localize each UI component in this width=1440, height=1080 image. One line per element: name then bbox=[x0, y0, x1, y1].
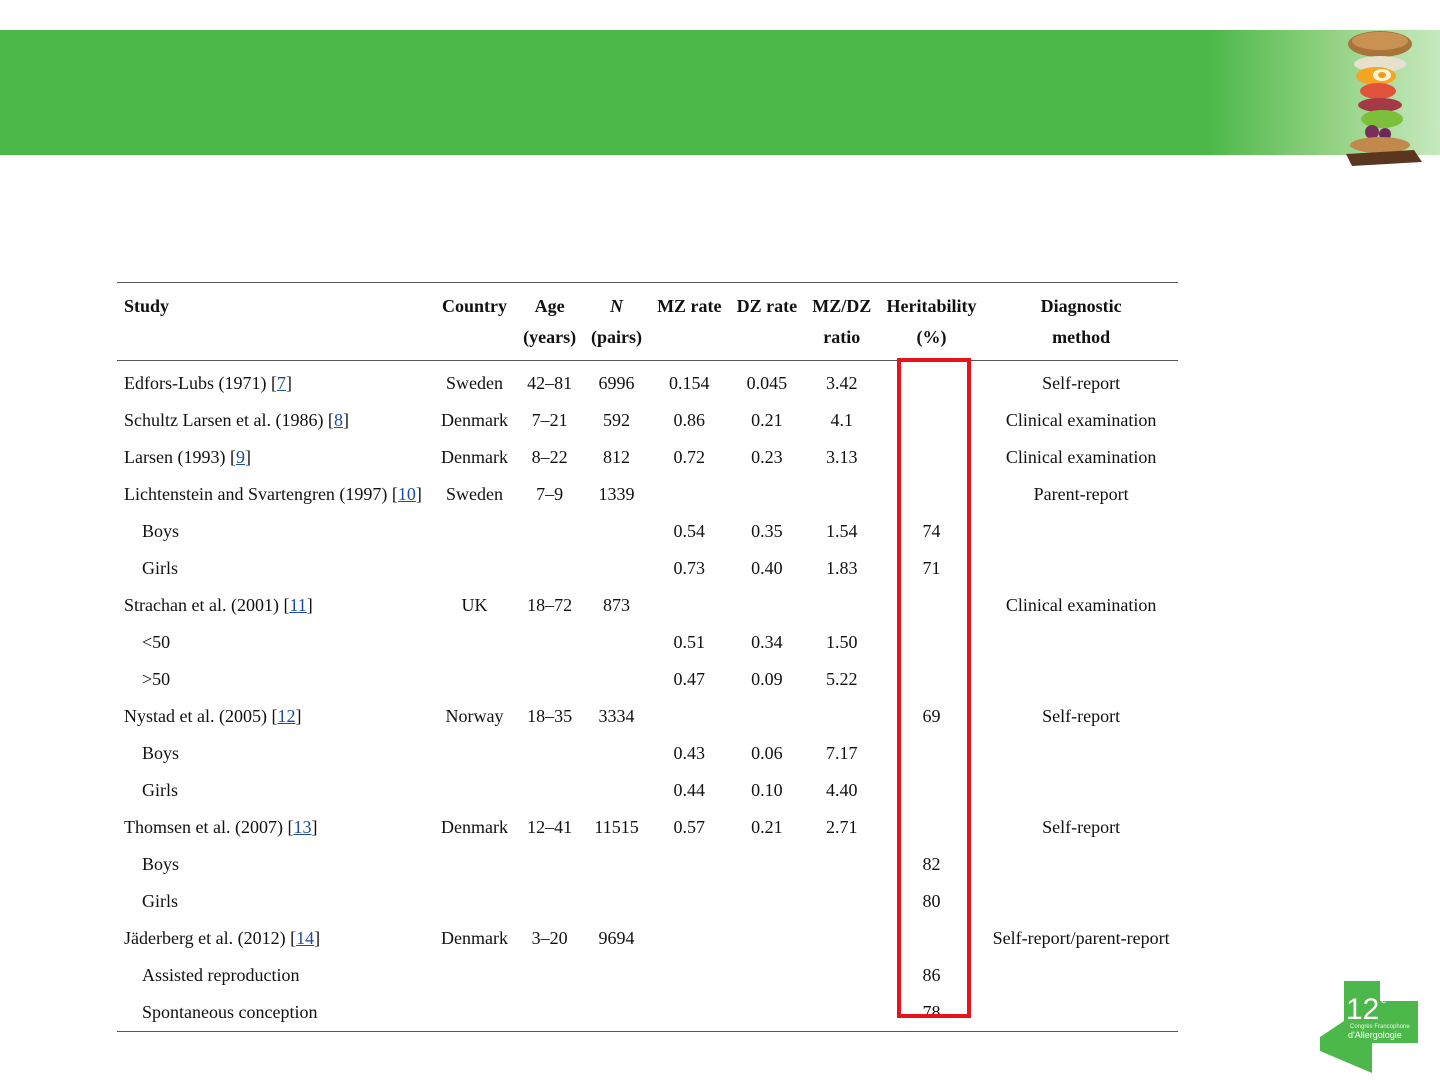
reference-link[interactable]: 7 bbox=[276, 372, 286, 393]
cell-country bbox=[433, 661, 515, 698]
sandwich-illustration-icon bbox=[1332, 28, 1428, 168]
reference-link[interactable]: 12 bbox=[277, 706, 296, 726]
cell-mz-dz-ratio: 5.22 bbox=[825, 669, 858, 689]
cell-mz-dz-ratio bbox=[805, 883, 879, 920]
cell-age bbox=[516, 957, 584, 994]
cell-n-pairs bbox=[584, 661, 650, 698]
cell-mz-rate: 0.43 bbox=[673, 743, 706, 763]
cell-mz-dz-ratio: 1.50 bbox=[825, 632, 858, 652]
cell-heritability: 69 bbox=[922, 706, 941, 726]
cell-country bbox=[433, 846, 515, 883]
cell-mz-dz-ratio: 2.71 bbox=[825, 817, 858, 837]
cell-age bbox=[516, 772, 584, 809]
cell-study bbox=[117, 772, 433, 809]
study-name: Girls bbox=[142, 558, 178, 578]
cell-study bbox=[117, 361, 433, 403]
cell-study bbox=[117, 513, 433, 550]
cell-country bbox=[433, 624, 515, 661]
cell-n-pairs bbox=[584, 846, 650, 883]
cell-mz-dz-ratio: 4.40 bbox=[825, 780, 858, 800]
svg-text:d'Allergologie: d'Allergologie bbox=[1348, 1030, 1402, 1040]
cell-diagnostic-method bbox=[984, 994, 1178, 1032]
table-row bbox=[117, 809, 1178, 846]
cell-n-pairs: 1339 bbox=[598, 484, 635, 504]
header-study: Study bbox=[117, 283, 433, 361]
study-name: Strachan et al. (2001) [ bbox=[124, 595, 290, 615]
cell-mz-dz-ratio: 1.54 bbox=[825, 521, 858, 541]
cell-mz-dz-ratio bbox=[805, 920, 879, 957]
study-name: Boys bbox=[142, 854, 180, 874]
twin-studies-table bbox=[117, 282, 1178, 1032]
cell-mz-rate: 0.57 bbox=[673, 817, 706, 837]
study-name: Girls bbox=[142, 780, 178, 800]
table-row bbox=[117, 994, 1178, 1032]
reference-bracket: ] bbox=[306, 595, 313, 615]
cell-n-pairs: 6996 bbox=[598, 372, 635, 393]
cell-country: UK bbox=[461, 595, 488, 615]
cell-n-pairs: 3334 bbox=[598, 706, 635, 726]
cell-age bbox=[516, 550, 584, 587]
cell-dz-rate bbox=[729, 698, 805, 735]
reference-bracket: ] bbox=[311, 817, 318, 837]
cell-mz-rate: 0.44 bbox=[673, 780, 706, 800]
cell-country bbox=[433, 994, 515, 1032]
cell-study bbox=[117, 735, 433, 772]
cell-study bbox=[117, 439, 433, 476]
cell-diagnostic-method: Self-report/parent-report bbox=[992, 928, 1170, 948]
cell-dz-rate bbox=[729, 957, 805, 994]
cell-n-pairs bbox=[584, 772, 650, 809]
cell-diagnostic-method bbox=[984, 957, 1178, 994]
cell-mz-rate: 0.72 bbox=[673, 447, 706, 467]
cell-mz-rate bbox=[650, 587, 730, 624]
cell-dz-rate: 0.21 bbox=[751, 817, 783, 837]
cell-dz-rate: 0.06 bbox=[751, 743, 783, 763]
reference-link[interactable]: 8 bbox=[333, 410, 343, 430]
table-row bbox=[117, 402, 1178, 439]
reference-link[interactable]: 13 bbox=[293, 817, 312, 837]
cell-study bbox=[117, 476, 433, 513]
reference-bracket: ] bbox=[314, 928, 321, 948]
study-name: Jäderberg et al. (2012) [ bbox=[124, 928, 297, 948]
cell-heritability: 71 bbox=[922, 558, 941, 578]
cell-mz-dz-ratio: 1.83 bbox=[825, 558, 858, 578]
cell-study bbox=[117, 994, 433, 1032]
cell-diagnostic-method: Clinical examination bbox=[1005, 447, 1157, 467]
header-age: Age (years) bbox=[516, 283, 584, 361]
study-name: Assisted reproduction bbox=[142, 965, 300, 985]
table-row bbox=[117, 883, 1178, 920]
reference-bracket: ] bbox=[342, 410, 349, 430]
cell-country bbox=[433, 883, 515, 920]
study-name: Boys bbox=[142, 521, 180, 541]
cell-n-pairs bbox=[584, 624, 650, 661]
cell-n-pairs bbox=[584, 994, 650, 1032]
study-name: >50 bbox=[142, 669, 171, 689]
cell-mz-dz-ratio: 7.17 bbox=[825, 743, 858, 763]
cell-mz-rate: 0.86 bbox=[673, 410, 706, 430]
cell-n-pairs bbox=[584, 957, 650, 994]
header-banner bbox=[0, 30, 1440, 155]
cell-study bbox=[117, 661, 433, 698]
cell-n-pairs: 9694 bbox=[598, 928, 635, 948]
cell-study bbox=[117, 809, 433, 846]
cell-mz-rate bbox=[650, 883, 730, 920]
congress-logo-icon bbox=[1318, 981, 1418, 1073]
cell-mz-rate bbox=[650, 957, 730, 994]
cell-dz-rate bbox=[729, 476, 805, 513]
study-name: Thomsen et al. (2007) [ bbox=[124, 817, 294, 837]
cell-dz-rate bbox=[729, 846, 805, 883]
cell-n-pairs: 11515 bbox=[594, 817, 639, 837]
cell-diagnostic-method bbox=[984, 661, 1178, 698]
svg-text:Congrès Francophone: Congrès Francophone bbox=[1350, 1024, 1410, 1030]
cell-mz-dz-ratio bbox=[805, 587, 879, 624]
study-name: Nystad et al. (2005) [ bbox=[124, 706, 278, 726]
cell-heritability: 74 bbox=[922, 521, 941, 541]
cell-age: 12–41 bbox=[527, 817, 573, 837]
cell-age bbox=[516, 883, 584, 920]
cell-n-pairs: 873 bbox=[603, 595, 631, 615]
cell-country bbox=[433, 513, 515, 550]
svg-text:e: e bbox=[1381, 995, 1387, 1006]
cell-diagnostic-method bbox=[984, 624, 1178, 661]
cell-diagnostic-method: Self-report bbox=[1042, 817, 1121, 837]
reference-bracket: ] bbox=[415, 484, 422, 504]
cell-diagnostic-method bbox=[984, 772, 1178, 809]
table-row bbox=[117, 772, 1178, 809]
study-name: Girls bbox=[142, 891, 178, 911]
cell-n-pairs bbox=[584, 735, 650, 772]
table-row bbox=[117, 624, 1178, 661]
table-row bbox=[117, 846, 1178, 883]
cell-diagnostic-method bbox=[984, 735, 1178, 772]
cell-mz-rate: 0.73 bbox=[673, 558, 706, 578]
cell-country: Norway bbox=[445, 706, 504, 726]
header-mz-dz-ratio: MZ/DZ ratio bbox=[805, 283, 879, 361]
cell-age bbox=[516, 994, 584, 1032]
cell-age: 18–35 bbox=[527, 706, 573, 726]
cell-age: 42–81 bbox=[527, 372, 573, 393]
cell-dz-rate: 0.34 bbox=[751, 632, 783, 652]
cell-study bbox=[117, 698, 433, 735]
cell-heritability: 80 bbox=[922, 891, 941, 911]
cell-diagnostic-method: Self-report bbox=[1042, 706, 1121, 726]
table-row bbox=[117, 476, 1178, 513]
cell-mz-dz-ratio bbox=[805, 957, 879, 994]
table-row bbox=[117, 513, 1178, 550]
cell-diagnostic-method bbox=[984, 513, 1178, 550]
reference-bracket: ] bbox=[295, 706, 302, 726]
table-body bbox=[117, 361, 1178, 1032]
table-row bbox=[117, 698, 1178, 735]
cell-diagnostic-method: Self-report bbox=[1042, 372, 1121, 393]
cell-age: 18–72 bbox=[527, 595, 573, 615]
cell-mz-dz-ratio: 3.42 bbox=[825, 372, 858, 393]
header-diagnostic-method: Diagnostic method bbox=[984, 283, 1178, 361]
cell-country bbox=[433, 957, 515, 994]
svg-text:12: 12 bbox=[1346, 993, 1380, 1026]
cell-mz-rate: 0.47 bbox=[673, 669, 706, 689]
cell-age: 8–22 bbox=[531, 447, 568, 467]
cell-country: Denmark bbox=[441, 447, 509, 467]
cell-n-pairs: 592 bbox=[603, 410, 631, 430]
study-name: Edfors-Lubs (1971) [ bbox=[124, 372, 277, 393]
cell-age bbox=[516, 661, 584, 698]
reference-link[interactable]: 9 bbox=[235, 447, 245, 467]
cell-country bbox=[433, 772, 515, 809]
cell-mz-rate bbox=[650, 920, 730, 957]
cell-dz-rate bbox=[729, 994, 805, 1032]
table-row bbox=[117, 920, 1178, 957]
cell-diagnostic-method bbox=[984, 846, 1178, 883]
table-row bbox=[117, 439, 1178, 476]
cell-mz-rate bbox=[650, 698, 730, 735]
cell-country bbox=[433, 735, 515, 772]
cell-diagnostic-method: Clinical examination bbox=[1005, 595, 1157, 615]
cell-mz-dz-ratio bbox=[805, 846, 879, 883]
cell-study bbox=[117, 957, 433, 994]
cell-mz-dz-ratio: 3.13 bbox=[825, 447, 858, 467]
header-country: Country bbox=[433, 283, 515, 361]
cell-country: Denmark bbox=[441, 817, 509, 837]
cell-diagnostic-method: Clinical examination bbox=[1005, 410, 1157, 430]
cell-dz-rate: 0.40 bbox=[751, 558, 783, 578]
cell-country: Sweden bbox=[446, 484, 504, 504]
cell-dz-rate: 0.045 bbox=[746, 372, 788, 393]
cell-n-pairs bbox=[584, 883, 650, 920]
cell-age bbox=[516, 735, 584, 772]
cell-dz-rate bbox=[729, 920, 805, 957]
cell-mz-dz-ratio bbox=[805, 994, 879, 1032]
cell-age bbox=[516, 513, 584, 550]
header-mz-rate: MZ rate bbox=[650, 283, 730, 361]
study-name: Schultz Larsen et al. (1986) [ bbox=[124, 410, 334, 430]
cell-diagnostic-method: Parent-report bbox=[1033, 484, 1129, 504]
cell-mz-rate bbox=[650, 476, 730, 513]
cell-mz-rate: 0.54 bbox=[673, 521, 706, 541]
cell-dz-rate: 0.35 bbox=[751, 521, 783, 541]
study-name: Lichtenstein and Svartengren (1997) [ bbox=[124, 484, 398, 504]
heritability-table-container bbox=[117, 282, 1178, 1032]
cell-age: 7–21 bbox=[531, 410, 568, 430]
cell-dz-rate bbox=[729, 883, 805, 920]
cell-mz-dz-ratio bbox=[805, 476, 879, 513]
table-row bbox=[117, 735, 1178, 772]
cell-study bbox=[117, 846, 433, 883]
header-n-pairs: N (pairs) bbox=[584, 283, 650, 361]
cell-mz-dz-ratio bbox=[805, 698, 879, 735]
cell-mz-rate bbox=[650, 846, 730, 883]
cell-study bbox=[117, 920, 433, 957]
reference-link[interactable]: 10 bbox=[397, 484, 416, 504]
cell-mz-dz-ratio: 4.1 bbox=[830, 410, 853, 430]
table-row bbox=[117, 661, 1178, 698]
cell-n-pairs: 812 bbox=[603, 447, 631, 467]
cell-dz-rate bbox=[729, 587, 805, 624]
cell-study bbox=[117, 587, 433, 624]
cell-n-pairs bbox=[584, 513, 650, 550]
header-heritability: Heritability (%) bbox=[879, 283, 984, 361]
cell-mz-rate: 0.51 bbox=[673, 632, 706, 652]
cell-study bbox=[117, 624, 433, 661]
table-row bbox=[117, 550, 1178, 587]
reference-bracket: ] bbox=[285, 372, 292, 393]
cell-heritability: 82 bbox=[922, 854, 941, 874]
study-name: <50 bbox=[142, 632, 171, 652]
cell-diagnostic-method bbox=[984, 550, 1178, 587]
table-row bbox=[117, 957, 1178, 994]
table-row bbox=[117, 587, 1178, 624]
cell-dz-rate: 0.23 bbox=[751, 447, 783, 467]
table-header-row bbox=[117, 283, 1178, 361]
cell-age bbox=[516, 624, 584, 661]
reference-bracket: ] bbox=[244, 447, 251, 467]
cell-dz-rate: 0.21 bbox=[751, 410, 783, 430]
study-name: Spontaneous conception bbox=[142, 1002, 318, 1022]
cell-country: Denmark bbox=[441, 928, 509, 948]
cell-age: 3–20 bbox=[531, 928, 568, 948]
cell-study bbox=[117, 883, 433, 920]
cell-country bbox=[433, 550, 515, 587]
cell-mz-rate: 0.154 bbox=[669, 372, 710, 393]
table-row bbox=[117, 361, 1178, 403]
study-name: Larsen (1993) [ bbox=[124, 447, 236, 467]
cell-country: Denmark bbox=[441, 410, 509, 430]
cell-heritability: 78 bbox=[922, 1002, 941, 1022]
reference-link[interactable]: 14 bbox=[296, 928, 315, 948]
cell-study bbox=[117, 402, 433, 439]
study-name: Boys bbox=[142, 743, 180, 763]
cell-study bbox=[117, 550, 433, 587]
cell-diagnostic-method bbox=[984, 883, 1178, 920]
cell-dz-rate: 0.09 bbox=[751, 669, 783, 689]
heritability-highlight-box bbox=[897, 358, 971, 1018]
cell-age: 7–9 bbox=[536, 484, 564, 504]
reference-link[interactable]: 11 bbox=[289, 595, 307, 615]
cell-age bbox=[516, 846, 584, 883]
cell-dz-rate: 0.10 bbox=[751, 780, 783, 800]
header-dz-rate: DZ rate bbox=[729, 283, 805, 361]
cell-n-pairs bbox=[584, 550, 650, 587]
cell-country: Sweden bbox=[446, 372, 504, 393]
cell-mz-rate bbox=[650, 994, 730, 1032]
cell-heritability: 86 bbox=[922, 965, 941, 985]
